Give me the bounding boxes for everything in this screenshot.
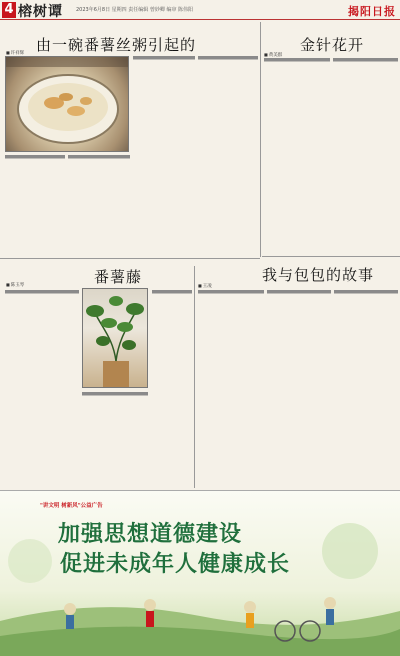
banner-headline-2: 促进未成年人健康成长	[60, 552, 291, 577]
banner-illustration	[0, 491, 400, 656]
section-divider	[262, 256, 400, 257]
banner-headline-1: 加强思想道德建设	[58, 522, 243, 547]
article-title-goldenflower: 金针花开	[300, 36, 365, 54]
article-author-congee: ■ 许祥辉	[6, 50, 24, 56]
article-author-vine: ■ 陈玉琴	[6, 282, 24, 288]
column-divider	[194, 266, 195, 488]
column-name: 榕树谭	[18, 4, 63, 20]
article-body-goldenflower	[333, 58, 398, 254]
header-info: 2023年6月8日 星期四 责任编辑 曾妙卿 编审 陈伟阳	[76, 7, 194, 13]
article-body-congee	[5, 155, 65, 253]
article-body-bag	[267, 290, 331, 486]
article-body-vine	[152, 290, 192, 486]
article-body-bag	[334, 290, 398, 486]
page-header	[0, 0, 400, 20]
newspaper-logo: 揭阳日报	[348, 5, 396, 18]
article-body-vine	[5, 290, 79, 486]
section-divider	[0, 258, 260, 259]
article-body-vine	[82, 392, 148, 486]
article-body-congee	[198, 56, 258, 254]
article-body-congee	[68, 155, 130, 253]
column-divider	[260, 22, 261, 257]
article-body-congee	[133, 56, 195, 254]
potato-vine-photo	[82, 288, 148, 388]
article-body-goldenflower	[264, 58, 330, 254]
article-author-bag: ■ 王凌	[198, 283, 212, 289]
article-title-vine: 番薯藤	[94, 268, 143, 286]
congee-bowl-photo	[5, 56, 129, 152]
article-body-bag	[198, 290, 264, 486]
article-title-bag: 我与包包的故事	[262, 266, 375, 284]
public-service-banner	[0, 490, 400, 656]
banner-subtitle: "讲文明 树新风"公益广告	[40, 503, 103, 509]
article-author-goldenflower: ■ 黄美群	[264, 52, 282, 58]
article-title-congee: 由一碗番薯丝粥引起的	[36, 36, 197, 54]
page-number: 4	[2, 2, 16, 18]
